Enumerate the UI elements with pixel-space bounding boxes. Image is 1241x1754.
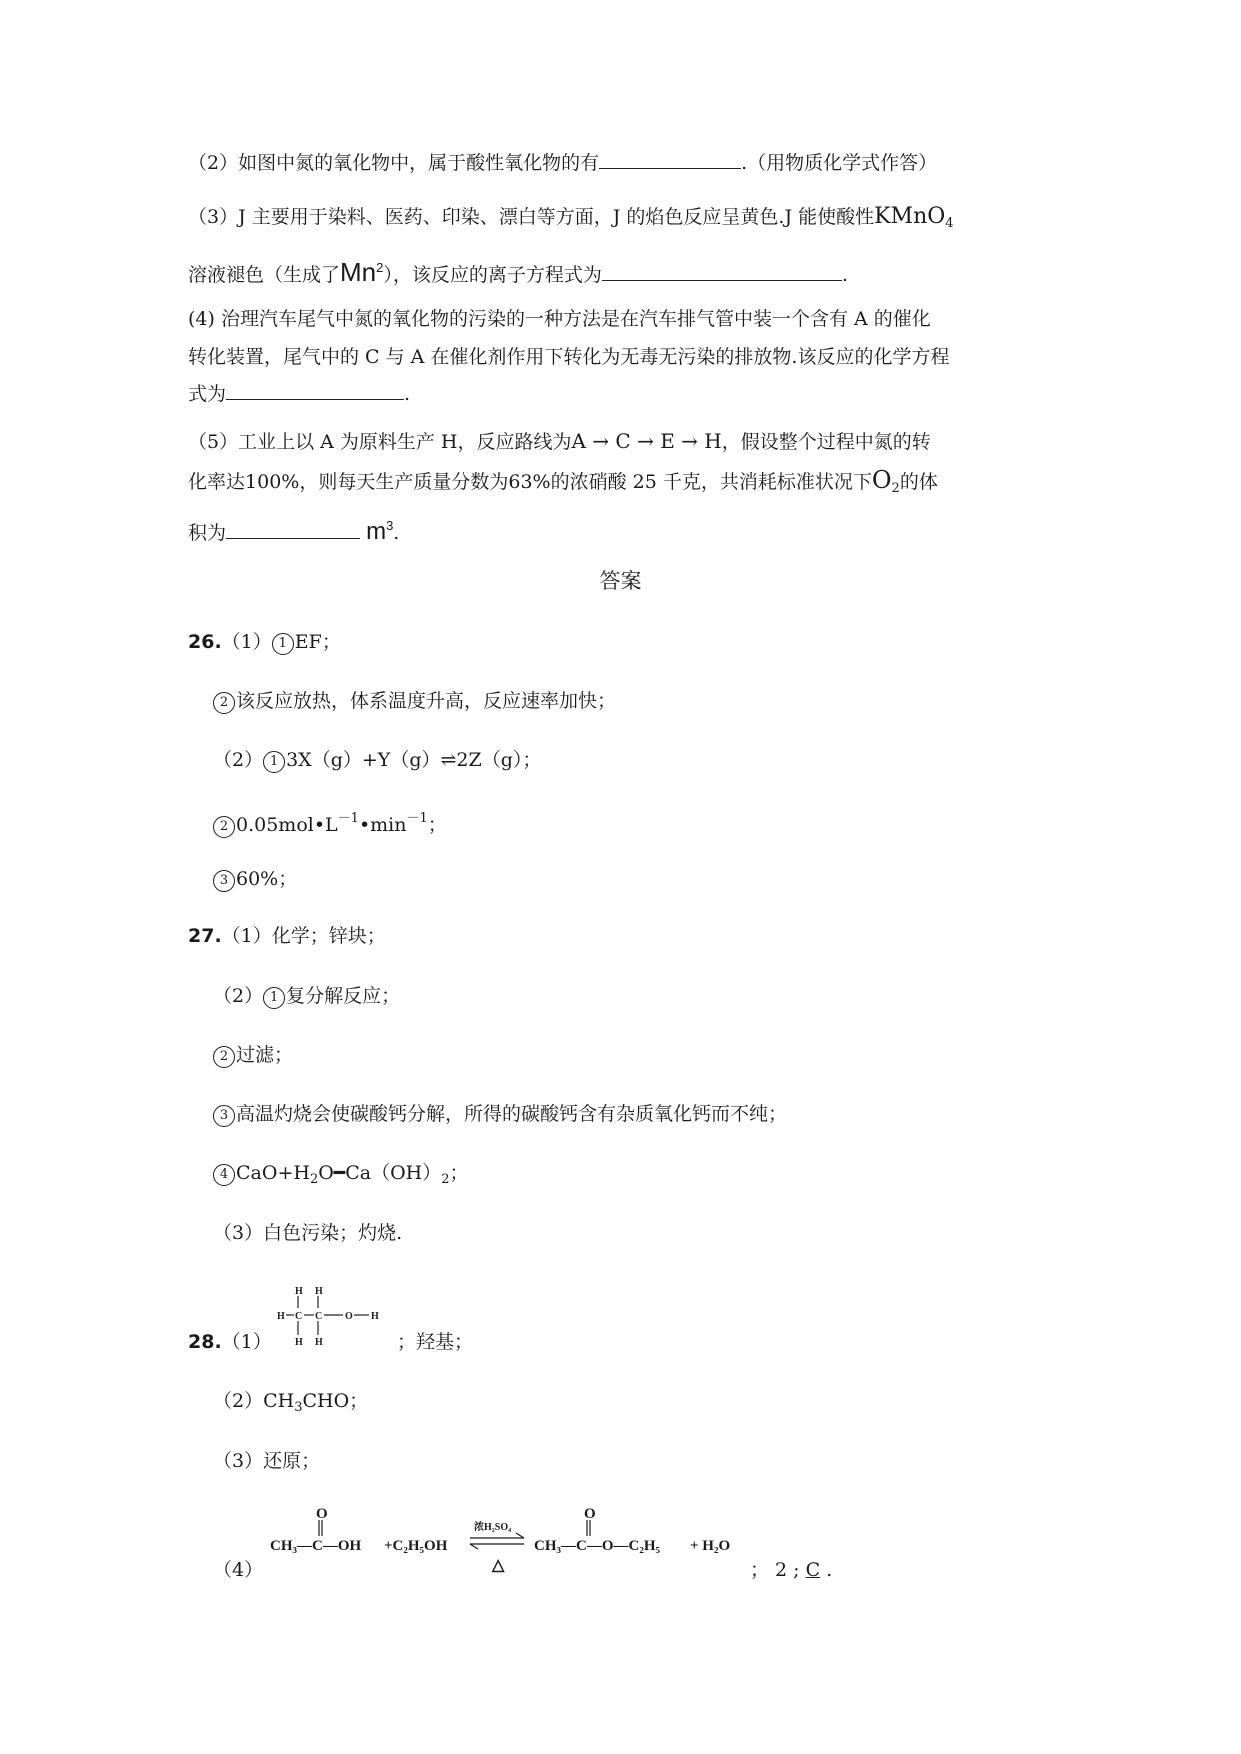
a27-line-1 — [188, 922, 386, 950]
eq-o-right: O — [584, 1506, 596, 1522]
atom-h-left: H — [277, 1311, 285, 1322]
circled-number: 1 — [263, 751, 285, 773]
a28-part4-label: （4） — [213, 1559, 264, 1581]
q4-tail: . — [404, 383, 411, 405]
a27-line-6 — [213, 1219, 402, 1247]
a28-text-1: ；羟基； — [397, 1331, 474, 1353]
q4-text-1: (4) 治理汽车尾气中氮的氧化物的污染的一种方法是在汽车排气管中装一个含有 A 的催化 — [188, 308, 931, 330]
a28-text-2b: CHO； — [302, 1390, 369, 1412]
q3-text-3: ），该反应的离子方程式为 — [383, 264, 602, 286]
circled-number: 2 — [213, 1046, 235, 1068]
a27-text-1: （1）化学；锌块； — [221, 925, 386, 947]
a26-part1-label: （1） — [221, 631, 272, 653]
a27-text-2: 复分解反应； — [286, 985, 401, 1007]
q4-line-1 — [188, 305, 931, 333]
q5-route: A → C → E → H — [571, 429, 722, 453]
a26-sup-2: －1 — [406, 811, 428, 826]
atom-h-bottom-2: H — [315, 1337, 323, 1348]
a27-line-2 — [213, 982, 400, 1010]
a26-part2-label: （2） — [213, 749, 264, 771]
q5-line-1 — [188, 427, 931, 456]
atom-h-top-2: H — [315, 1286, 323, 1297]
a27-number: 27. — [188, 925, 222, 947]
eq-product-water: + H₂O — [690, 1538, 731, 1554]
a27-text-6: （3）白色污染；灼烧. — [213, 1222, 403, 1244]
m3-unit — [366, 518, 393, 545]
q5-text-6: 的体 — [899, 471, 938, 493]
a28-line-1-tail — [397, 1328, 473, 1356]
a27-line-3 — [213, 1041, 293, 1069]
a26-text-4b: •min — [358, 814, 407, 836]
a28-number: 28. — [188, 1331, 222, 1353]
circled-number: 2 — [213, 692, 235, 714]
a26-text-5: 60%； — [236, 868, 298, 890]
q5-text-1: （5）工业上以 A 为原料生产 H，反应路线为 — [188, 431, 572, 453]
a27-line-5 — [213, 1159, 469, 1194]
a26-text-4a: 0.05mol•L — [236, 814, 338, 836]
circled-number: 3 — [213, 870, 235, 892]
a27-part2-label: （2） — [213, 985, 264, 1007]
circled-number: 3 — [213, 1105, 235, 1127]
atom-h-top-1: H — [295, 1286, 303, 1297]
atom-c-2: C — [315, 1311, 323, 1322]
a26-line-5 — [213, 865, 297, 893]
a26-sup-1: －1 — [337, 811, 359, 826]
a26-text-3: 3X（g）+Y（g）⇌2Z（g）； — [286, 749, 542, 771]
q4-line-2 — [188, 343, 949, 371]
a28-part1-label: （1） — [221, 1331, 272, 1353]
kmno4-formula — [874, 204, 953, 229]
mn-ion — [340, 257, 383, 287]
q4-text-3: 式为 — [188, 383, 227, 405]
atom-o: O — [345, 1311, 353, 1322]
a27-sub-2: 2 — [441, 1172, 450, 1187]
kmno4-sub: 4 — [945, 216, 954, 231]
q2-tail: .（用物质化学式作答） — [741, 152, 938, 174]
q4-blank[interactable] — [226, 379, 404, 400]
eq-condition-bottom: △ — [492, 1557, 505, 1574]
q5-line-3 — [188, 512, 399, 547]
esterification-equation — [266, 1500, 746, 1580]
circled-number: 1 — [263, 987, 285, 1009]
q5-pct: 100% — [245, 471, 300, 493]
q5-text-3: 化率达 — [188, 471, 246, 493]
atom-h-bottom-1: H — [295, 1337, 303, 1348]
m3-sup: 3 — [386, 518, 394, 533]
a28-line-4-tail — [750, 1556, 832, 1584]
q5-text-2: ，假设整个过程中氮的转 — [721, 431, 931, 453]
eq-reactant-acid: CH₃—C—OH — [270, 1538, 362, 1554]
q2-line — [188, 148, 937, 177]
a28-line-3 — [213, 1447, 320, 1475]
eq-condition-top: 浓H₂SO₄ — [474, 1522, 512, 1533]
a27-text-5b: O━Ca（OH） — [318, 1162, 442, 1184]
m3-main: m — [366, 518, 387, 545]
mn-symbol: Mn — [340, 257, 377, 287]
a28-line-2 — [213, 1387, 368, 1422]
a28-text-3: （3）还原； — [213, 1450, 321, 1472]
q5-line-2 — [188, 466, 938, 503]
a27-text-5a: CaO+H — [236, 1162, 310, 1184]
q3-line-1 — [188, 203, 954, 238]
q5-text-4: ，则每天生产质量分数为 — [299, 471, 509, 493]
a28-answer-c: C — [805, 1559, 821, 1581]
q5-blank[interactable] — [226, 518, 360, 539]
a26-line-2 — [213, 687, 616, 715]
circled-number: 2 — [213, 816, 235, 838]
a27-line-4 — [213, 1100, 787, 1128]
q3-blank[interactable] — [602, 260, 842, 281]
kmno4-main: KMnO — [874, 204, 946, 229]
a26-number: 26. — [188, 631, 222, 653]
a28-line-1 — [188, 1328, 272, 1356]
q4-line-3 — [188, 379, 410, 408]
a26-line-4 — [213, 805, 447, 839]
q3-line-2 — [188, 254, 848, 289]
a26-line-1 — [188, 628, 341, 656]
q5-tail: . — [393, 522, 400, 544]
q2-blank[interactable] — [599, 148, 741, 169]
a28-line-4 — [213, 1556, 263, 1584]
circled-number: 1 — [272, 633, 294, 655]
mn-charge: 2 — [376, 260, 384, 275]
o2-formula — [872, 466, 900, 494]
a28-text-4: ； 2 ; — [750, 1559, 806, 1581]
q3-tail: . — [841, 264, 848, 286]
a28-text-2a: （2）CH — [213, 1390, 295, 1412]
o2-sub: 2 — [891, 481, 900, 496]
q4-text-2: 转化装置，尾气中的 C 与 A 在催化剂作用下转化为无毒无污染的排放物.该反应的化学方程 — [188, 346, 950, 368]
eq-reactant-ethanol: +C₂H₅OH — [384, 1538, 448, 1554]
circled-number: 4 — [213, 1164, 235, 1186]
a28-text-4-end: . — [820, 1559, 833, 1581]
a27-text-4: 高温灼烧会使碳酸钙分解，所得的碳酸钙含有杂质氧化钙而不纯； — [236, 1103, 788, 1125]
atom-h-right: H — [371, 1311, 379, 1322]
o2-main: O — [871, 466, 892, 494]
ethanol-structure — [275, 1283, 395, 1355]
a26-text-1: EF； — [294, 631, 341, 653]
q5-text-7: 积为 — [188, 522, 227, 544]
a27-sub-1: 2 — [309, 1172, 319, 1187]
a26-text-2: 该反应放热，体系温度升高，反应速率加快； — [236, 690, 617, 712]
atom-c-1: C — [295, 1311, 303, 1322]
eq-product-ester: CH₃—C—O—C₂H₅ — [534, 1538, 660, 1554]
a28-sub: 3 — [294, 1400, 303, 1415]
q3-text-1: （3）J 主要用于染料、医药、印染、漂白等方面，J 的焰色反应呈黄色.J 能使酸性 — [188, 206, 875, 228]
a26-text-4c: ； — [427, 814, 447, 836]
a27-text-3: 过滤； — [236, 1044, 294, 1066]
a26-line-3 — [213, 746, 541, 774]
q2-text: （2）如图中氮的氧化物中，属于酸性氧化物的有 — [188, 152, 600, 174]
q5-text-5: 的浓硝酸 25 千克，共消耗标准状况下 — [550, 471, 872, 493]
q3-text-2: 溶液褪色（生成了 — [188, 264, 341, 286]
a27-text-5c: ； — [449, 1162, 469, 1184]
q5-pct2: 63% — [508, 471, 551, 493]
eq-o-left: O — [316, 1506, 328, 1522]
answers-title: 答案 — [599, 569, 642, 593]
